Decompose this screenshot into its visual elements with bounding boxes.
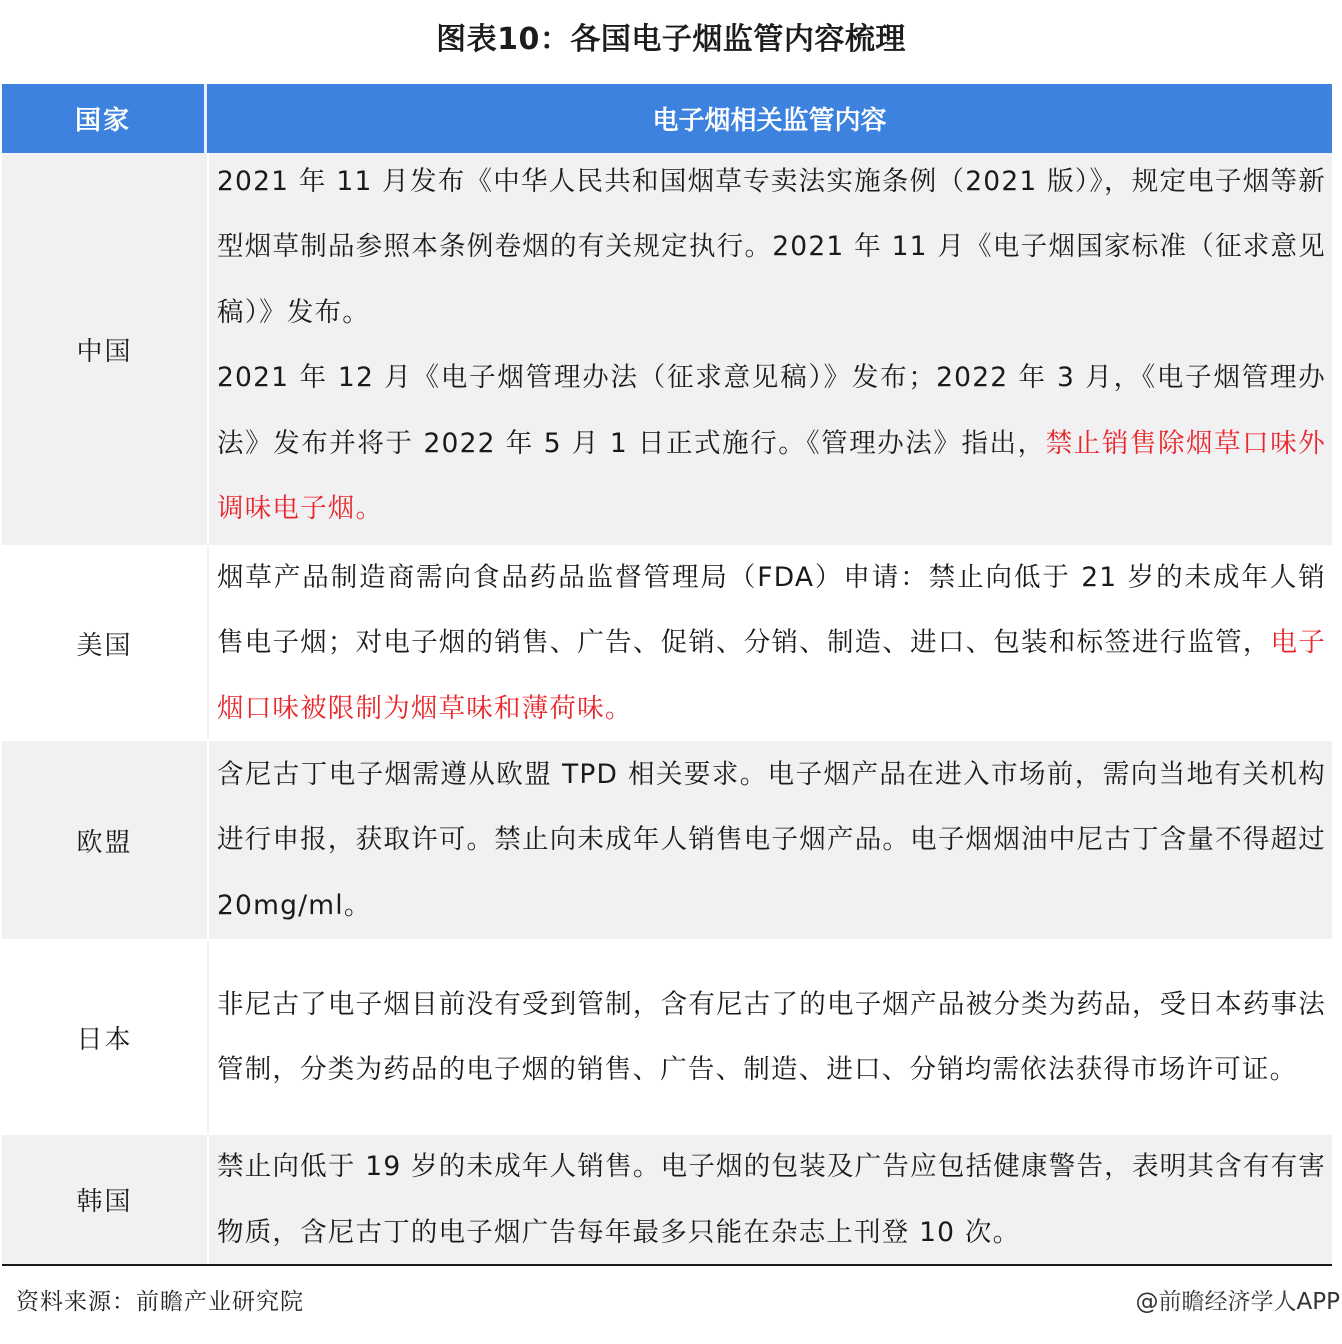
paragraph-text: 禁止向低于 19 岁的未成年人销售。电子烟的包装及广告应包括健康警告，表明其含有有害物质，含尼古丁的电子烟广告每年最多只能在杂志上刊登 10 次。 [217, 1151, 1326, 1248]
paragraph-text: 烟草产品制造商需向食品药品监督管理局（FDA）申请：禁止向低于 21 岁的未成年人销售电子烟；对电子烟的销售、广告、促销、分销、制造、进口、包装和标签进行监管， [217, 561, 1326, 659]
regulation-table [2, 84, 1332, 1264]
highlight-text: 电子烟口味被限制为烟草味和薄荷味。 [217, 627, 1326, 724]
table-row-usa [2, 545, 1332, 741]
country-cell: 欧盟 [76, 827, 133, 858]
table-row-japan [2, 939, 1332, 1135]
content-cell [207, 153, 1332, 545]
country-cell: 美国 [76, 630, 133, 661]
paragraph-text: 非尼古了电子烟目前没有受到管制，含有尼古了的电子烟产品被分类为药品，受日本药事法管制，分类为药品的电子烟的销售、广告、制造、进口、分销均需依法获得市场许可证。 [217, 988, 1326, 1085]
header-country: 国家 [2, 84, 207, 153]
paragraph-text: 含尼古丁电子烟需遵从欧盟 TPD 相关要求。电子烟产品在进入市场前，需向当地有关机构进行申报，获取许可。禁止向未成年人销售电子烟产品。电子烟烟油中尼古丁含量不得超过 20mg/ml。 [217, 758, 1326, 921]
brand-watermark: @前瞻经济学人APP [1135, 1289, 1340, 1315]
paragraph-text: 2021 年 12 月《电子烟管理办法（征求意见稿）》发布；2022 年 3 月，《电子烟管理办法》发布并将于 2022 年 5 月 1 日正式施行。《管理办法》指出， [217, 362, 1326, 459]
header-content: 电子烟相关监管内容 [652, 106, 887, 136]
highlight-text: 禁止销售除烟草口味外调味电子烟。 [217, 427, 1326, 524]
paragraph [217, 972, 1326, 1103]
country-cell: 中国 [76, 336, 133, 367]
country-cell: 日本 [76, 1024, 133, 1055]
table-row-eu [2, 741, 1332, 939]
paragraph [217, 149, 1326, 346]
paragraph [217, 1134, 1326, 1265]
paragraph [217, 742, 1326, 939]
chart-title: 图表10：各国电子烟监管内容梳理 [436, 22, 906, 57]
source-note: 资料来源：前瞻产业研究院 [16, 1289, 304, 1315]
table-row-china [2, 153, 1332, 545]
table-header-row [2, 84, 1332, 153]
paragraph-text: 2021 年 11 月发布《中华人民共和国烟草专卖法实施条例（2021 版）》，规定电子烟等新型烟草制品参照本条例卷烟的有关规定执行。2021 年 11 月《电子烟国家标准（征求意见稿）》发布。 [217, 165, 1326, 328]
paragraph [217, 545, 1326, 742]
table-row-korea [2, 1135, 1332, 1264]
content-cell [207, 545, 1332, 741]
content-cell [207, 939, 1332, 1135]
paragraph [217, 345, 1326, 542]
country-cell: 韩国 [76, 1187, 133, 1217]
content-cell [207, 1135, 1332, 1264]
content-cell [207, 741, 1332, 939]
table-bottom-rule [2, 1264, 1332, 1266]
